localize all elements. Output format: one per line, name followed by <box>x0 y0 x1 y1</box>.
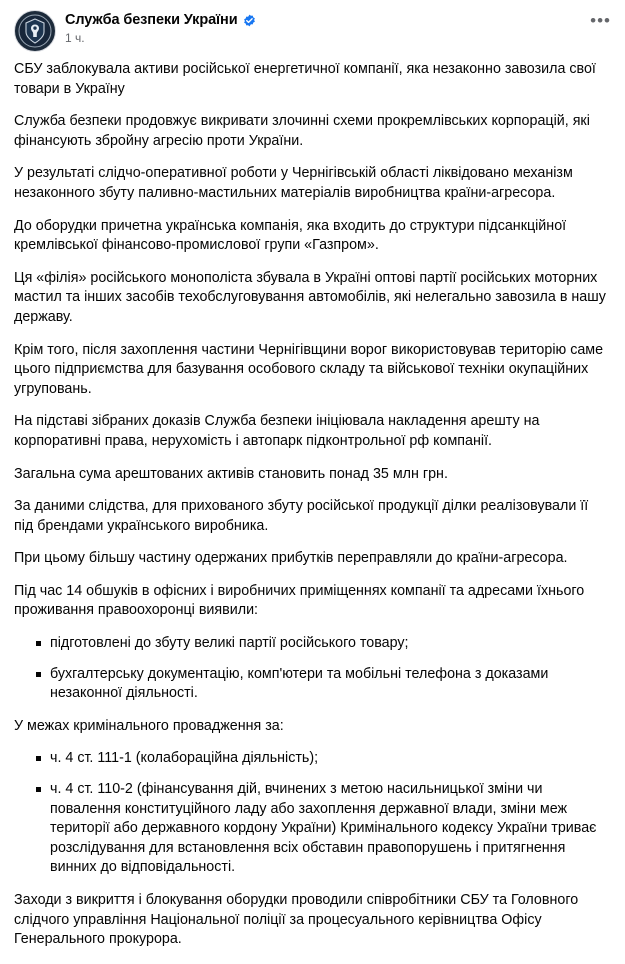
name-row <box>65 11 256 29</box>
post-paragraph: При цьому більшу частину одержаних прибутків переправляли до країни-агресора. <box>14 550 568 567</box>
post-header <box>0 0 625 56</box>
post-paragraph: За даними слідства, для прихованого збуту російської продукції ділки реалізовували її під брендами українського виробника. <box>14 498 589 534</box>
post-paragraph: Під час 14 обшуків в офісних і виробничих приміщеннях компанії та адресами їхнього проживання правоохоронці виявили: <box>14 582 585 619</box>
list-item: ч. 4 ст. 111-1 (колабораційна діяльність); <box>50 749 611 769</box>
post-paragraph: Загальна сума арештованих активів становить понад 35 млн грн. <box>14 465 448 482</box>
verified-badge-icon <box>243 14 256 27</box>
post-paragraph: На підставі зібраних доказів Служба безпеки ініціювала накладення арешту на корпоративні права, нерухомість і автопарк підконтрольної рф компанії. <box>14 413 540 449</box>
post-paragraph: Служба безпеки продовжує викривати злочинні схеми прокремлівських корпорацій, які фінансують збройну агресію проти України. <box>14 113 590 149</box>
header-text <box>65 10 256 45</box>
post-paragraph: У результаті слідчо-оперативної роботи у Чернігівській області ліквідовано механізм незаконного збуту паливно-мастильних матеріалів виробництва країни-агресора. <box>14 165 573 201</box>
post-paragraph: До оборудки причетна українська компанія, яка входить до структури підсанкційної кремлівської фінансово-промислової групи «Газпром». <box>14 217 567 254</box>
list-item: бухгалтерську документацію, комп'ютери та мобільні телефона з доказами незаконної діяльності. <box>50 665 611 704</box>
charges-intro: У межах кримінального провадження за: <box>14 717 284 734</box>
more-options-icon[interactable]: ••• <box>590 11 611 30</box>
post-paragraph: Крім того, після захоплення частини Чернігівщини ворог використовував територію саме цього підприємства для базування особового складу та військової техніки окупаційних угруповань. <box>14 341 604 397</box>
closing-paragraph: Заходи з викриття і блокування оборудки проводили співробітники СБУ та Головного слідчого управління Національної поліції за процесуального керівництва Офісу Генерального прокурора. <box>14 892 579 948</box>
findings-list <box>14 634 611 704</box>
avatar[interactable] <box>14 10 56 52</box>
post-body <box>0 56 625 964</box>
list-item: ч. 4 ст. 110-2 (фінансування дій, вчинених з метою насильницької зміни чи повалення конституційного ладу або захоплення державної влади, зміни меж території або державного кордону України) Кримінального кодексу України триває розслідування для встановлення всіх обставин правопорушень і притягнення винних до відповідальності. <box>50 780 611 878</box>
post-paragraph: СБУ заблокувала активи російської енергетичної компанії, яка незаконно завозила свої товари в Україну <box>14 61 596 97</box>
post-paragraph: Ця «філія» російського монополіста збувала в Україні оптові партії російських моторних мастил та інших засобів техобслуговування автомобілів, які нелегально завозила в нашу державу. <box>14 269 606 325</box>
page-name[interactable]: Служба безпеки України <box>65 12 238 28</box>
charges-list <box>14 749 611 878</box>
post-timestamp[interactable]: 1 ч. <box>65 31 85 45</box>
list-item: підготовлені до збуту великі партії російського товару; <box>50 634 611 654</box>
sbu-emblem-icon <box>18 14 52 48</box>
